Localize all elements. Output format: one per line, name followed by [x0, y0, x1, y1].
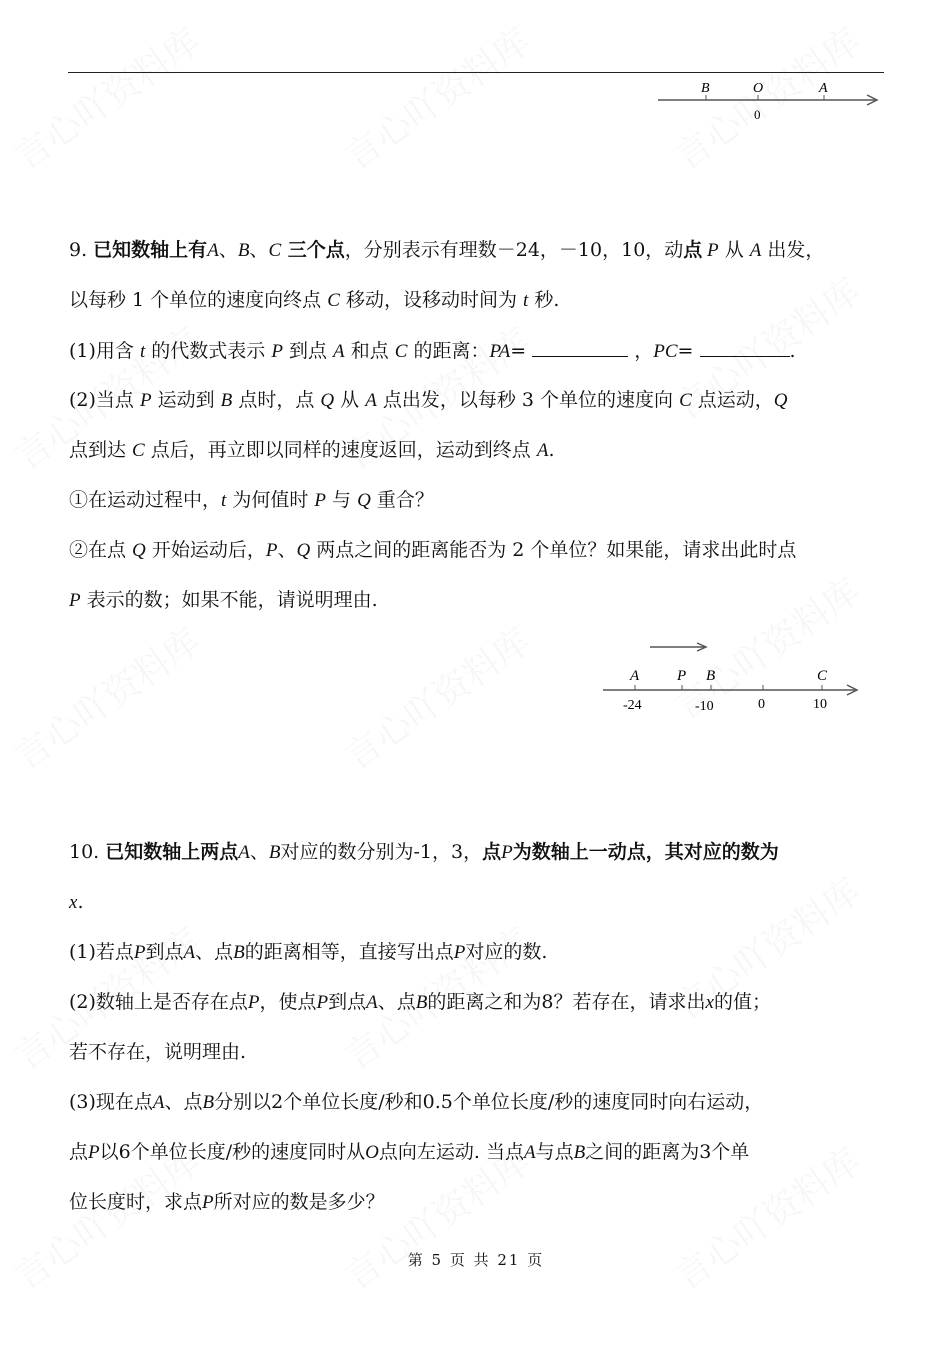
math-variable: A — [366, 992, 378, 1013]
text-segment: ， — [628, 340, 654, 362]
text-segment: 运动到 — [151, 389, 221, 411]
text-segment: . — [77, 891, 84, 913]
math-variable: P — [314, 490, 326, 511]
math-variable: B — [268, 842, 281, 863]
text-segment: 点 — [482, 841, 502, 863]
text-line — [69, 388, 788, 413]
text-line — [69, 538, 796, 563]
math-variable: P — [202, 1192, 214, 1213]
text-segment: 点 — [683, 239, 703, 261]
text-segment: 重合？ — [370, 489, 434, 511]
page-footer: 第 5 页 共 21 页 — [407, 1251, 545, 1269]
text-segment: 对应的数. — [465, 941, 548, 963]
tick-10: 10 — [813, 697, 827, 712]
text-segment: 与点 — [535, 1141, 574, 1163]
text-segment: 位长度时，求点 — [69, 1191, 203, 1213]
text-line — [69, 338, 796, 364]
text-segment: 到点 — [282, 340, 334, 362]
math-variable: P — [139, 390, 152, 411]
text-segment: 点出发，以每秒 3 个单位的速度向 — [376, 389, 680, 411]
math-variable: x — [705, 992, 714, 1013]
label-o: O — [753, 81, 764, 96]
math-variable: A — [152, 1092, 165, 1113]
math-variable: C — [394, 341, 408, 362]
math-variable: B — [415, 992, 428, 1013]
text-segment: 点到达 — [69, 439, 133, 461]
text-segment: = — [677, 340, 700, 362]
text-line — [69, 238, 824, 263]
text-segment: (2)数轴上是否存在点 — [69, 991, 248, 1013]
text-segment: ，使点 — [259, 991, 317, 1013]
math-variable: A — [536, 440, 549, 461]
text-segment: 为数轴上一动点 — [512, 841, 646, 863]
text-segment: 移动，设移动时间为 — [339, 289, 523, 311]
text-segment: 已知数轴上有 — [93, 239, 208, 261]
math-variable: A — [365, 390, 377, 411]
text-segment: . — [548, 439, 555, 461]
text-line — [69, 588, 378, 613]
watermark — [338, 622, 538, 779]
text-segment: 分别以2个单位长度/秒和0.5个单位长度/秒的速度同时向右运动， — [214, 1091, 764, 1113]
text-segment: 、点 — [195, 941, 234, 963]
math-variable: B — [220, 390, 233, 411]
text-line — [69, 288, 559, 313]
math-variable: A — [183, 942, 196, 963]
text-line — [69, 438, 554, 463]
watermark — [8, 622, 208, 779]
text-line — [69, 488, 434, 513]
text-segment: 、 — [249, 239, 269, 261]
text-segment: 的值； — [713, 991, 771, 1013]
text-segment: 到点 — [328, 991, 367, 1013]
label-a: A — [630, 668, 640, 684]
text-segment: 9. — [69, 239, 94, 261]
text-segment: ，分别表示有理数－24，－10，10，动 — [344, 239, 684, 261]
text-segment: 10. — [69, 841, 106, 863]
label-b: B — [701, 81, 710, 96]
text-line — [69, 840, 779, 865]
text-segment: 开始运动后， — [145, 539, 266, 561]
text-segment: 、 — [249, 841, 269, 863]
math-variable: t — [221, 490, 227, 511]
math-variable: C — [327, 290, 340, 311]
text-segment: 之间的距离为3个单 — [585, 1141, 750, 1163]
tick-neg10: -10 — [695, 699, 714, 714]
math-variable: P — [69, 590, 81, 611]
text-segment: 到点 — [145, 941, 184, 963]
math-variable: P — [316, 992, 329, 1013]
math-variable: A — [523, 1142, 536, 1163]
text-segment: ①在运动过程中， — [69, 489, 222, 511]
text-segment: 点 — [69, 1141, 89, 1163]
label-p: P — [677, 668, 687, 684]
text-segment: (3)现在点 — [69, 1091, 153, 1113]
text-line — [69, 1190, 385, 1215]
label-b: B — [706, 668, 716, 684]
text-segment: . — [789, 340, 796, 362]
math-variable: A — [333, 341, 345, 362]
tick-0: 0 — [758, 697, 765, 712]
text-segment: 若不存在，说明理由. — [69, 1041, 247, 1063]
text-segment: 已知数轴上两点 — [105, 841, 239, 863]
text-segment: 的代数式表示 — [145, 340, 272, 362]
text-line — [69, 890, 83, 915]
text-segment: ，其对应的数为 — [645, 841, 779, 863]
math-variable: A — [207, 240, 219, 261]
text-segment: 为何值时 — [226, 489, 315, 511]
math-variable: x — [69, 892, 78, 913]
text-segment: (1)若点 — [69, 941, 134, 963]
label-a: A — [819, 81, 828, 96]
text-segment: 、点 — [377, 991, 416, 1013]
text-segment: 的距离相等，直接写出点 — [244, 941, 454, 963]
math-variable: B — [233, 942, 245, 963]
answer-blank[interactable] — [532, 338, 628, 357]
math-variable: P — [133, 942, 146, 963]
header-rule — [68, 72, 884, 73]
text-line — [69, 1140, 749, 1165]
text-segment: 点后，再立即以同样的速度返回，运动到终点 — [144, 439, 537, 461]
text-segment: 点时，点 — [232, 389, 321, 411]
math-variable: P — [271, 341, 283, 362]
math-variable: P — [702, 240, 719, 261]
text-segment: 与 — [326, 489, 358, 511]
math-variable: A — [749, 240, 762, 261]
text-segment: 、点 — [164, 1091, 203, 1113]
number-line-q9 — [600, 635, 870, 720]
label-c: C — [817, 668, 828, 684]
math-variable: P — [501, 842, 513, 863]
math-variable: P — [247, 992, 260, 1013]
text-segment: 对应的数分别为-1，3， — [280, 841, 483, 863]
math-variable: Q — [132, 540, 146, 561]
watermark — [8, 22, 208, 179]
text-segment: 的距离： — [407, 340, 490, 362]
text-segment: 点运动， — [691, 389, 774, 411]
text-segment: 出发， — [761, 239, 825, 261]
text-line — [69, 990, 771, 1015]
text-segment: (1)用含 — [69, 340, 140, 362]
math-variable: Q — [296, 540, 311, 561]
math-variable: B — [202, 1092, 215, 1113]
tick-neg24: -24 — [623, 698, 642, 713]
math-variable: O — [365, 1142, 379, 1163]
text-segment: 表示的数；如果不能，请说明理由. — [80, 589, 378, 611]
text-segment: 以6个单位长度/秒的速度同时从 — [99, 1141, 366, 1163]
text-segment: 和点 — [344, 340, 395, 362]
math-variable: P — [265, 540, 278, 561]
text-segment: 两点之间的距离能否为 2 个单位？如果能，请求出此时点 — [310, 539, 797, 561]
watermark — [668, 1142, 868, 1299]
math-variable: t — [139, 341, 146, 362]
text-segment: 三个点 — [281, 239, 345, 261]
text-segment: (2)当点 — [69, 389, 140, 411]
math-variable: B — [237, 240, 250, 261]
tick-0: 0 — [754, 107, 761, 122]
text-line — [69, 1040, 246, 1064]
text-segment: 所对应的数是多少？ — [213, 1191, 385, 1213]
math-variable: t — [523, 290, 529, 311]
math-variable: C — [132, 440, 145, 461]
math-variable: Q — [773, 390, 788, 411]
math-variable: P — [453, 942, 466, 963]
math-variable: B — [573, 1142, 586, 1163]
answer-blank[interactable] — [700, 338, 790, 357]
math-variable: Q — [320, 390, 335, 411]
watermark — [338, 1142, 538, 1299]
math-variable: Q — [357, 490, 371, 511]
number-line-top — [650, 75, 890, 125]
text-segment: 、 — [218, 239, 238, 261]
math-variable: C — [679, 390, 692, 411]
math-variable: A — [238, 842, 250, 863]
text-segment: 的距离之和为8？若存在，请求出 — [427, 991, 706, 1013]
text-line — [69, 1090, 763, 1115]
text-segment: ②在点 — [69, 539, 133, 561]
math-variable: PC — [653, 341, 678, 362]
math-variable: PA — [489, 341, 511, 362]
text-segment: 从 — [334, 389, 366, 411]
text-segment: 从 — [718, 239, 750, 261]
text-segment: 、 — [277, 539, 297, 561]
math-variable: P — [88, 1142, 100, 1163]
text-line — [69, 940, 547, 965]
text-segment: = — [510, 340, 533, 362]
math-variable: C — [268, 240, 282, 261]
text-segment: 秒. — [528, 289, 560, 311]
text-segment: 以每秒 1 个单位的速度向终点 — [69, 289, 328, 311]
watermark — [338, 22, 538, 179]
watermark — [8, 1142, 208, 1299]
text-segment: 点向左运动. 当点 — [378, 1141, 524, 1163]
